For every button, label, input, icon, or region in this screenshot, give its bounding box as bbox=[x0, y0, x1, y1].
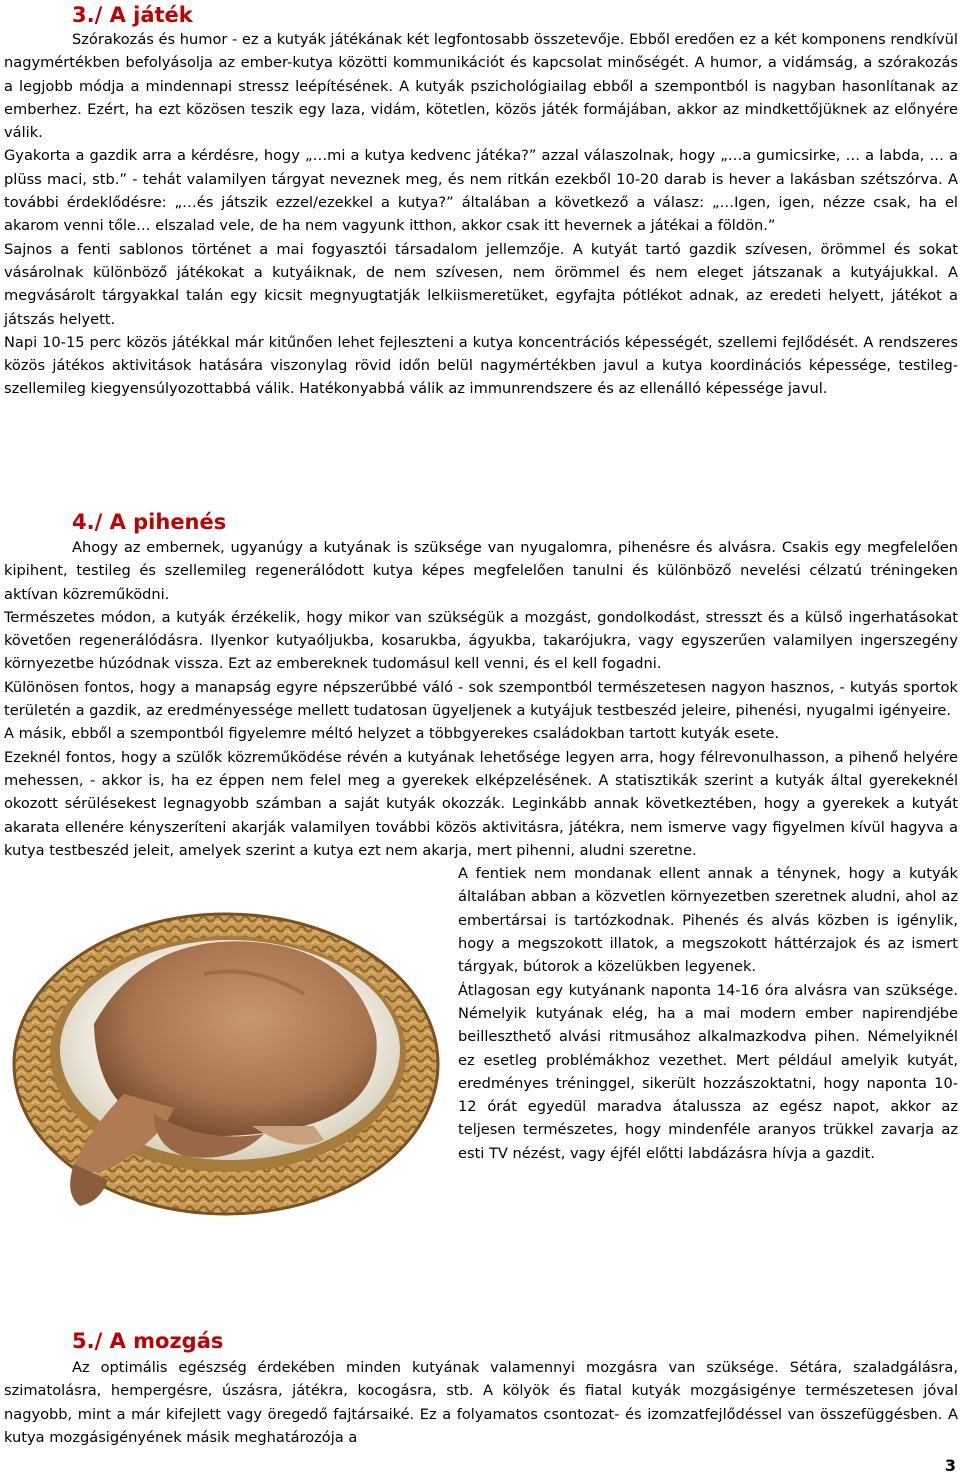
section-4-paragraph-7: Átlagosan egy kutyánank naponta 14-16 óra alvásra van szüksége. Némelyik kutyának elég, ha a mai modern ember napirendjébe beilleszthető alvási ritmusához alkalmazkodva pihen. Némelyiknél ez esetleg problémákhoz vezethet. Mert például amelyik kutyát, eredményes tréninggel, sikerült hozzászoktatni, hogy naponta 10-12 órát egyedül maradva átalussza az egész napot, akkor az teljesen természetes, hogy mindenféle aranyos trükkel zavarja az esti TV nézést, vagy éjfél előtti labdázásra hívja a gazdit. bbox=[458, 981, 958, 1162]
page-number: 3 bbox=[944, 1456, 956, 1475]
section-4-paragraph-3: Különösen fontos, hogy a manapság egyre népszerűbbé váló - sok szempontból természetesen nagyon hasznos, - kutyás sportok területén a gazdik, az eredményessége mellett tudatosan ügyeljenek a kutyájuk testbeszéd jeleire, pihenési, nyugalmi igényeire. bbox=[4, 678, 958, 720]
section-4-paragraph-2: Természetes módon, a kutyák érzékelik, hogy mikor van szükségük a mozgást, gondolkodást, stresszt és a külső ingerhatásokat követően regenerálódásra. Ilyenkor kutyaóljukba, kosarukba, ágyukba, takarójukra, vagy egyszerűen valamilyen ingerszegény környezetbe húzódnak vissza. Ezt az embereknek tudomásul kell venni, és el kell fogadni. bbox=[4, 608, 958, 673]
section-4-body bbox=[4, 536, 958, 1231]
section-3-body bbox=[4, 28, 958, 401]
section-3-paragraph-1: Szórakozás és humor - ez a kutyák játékának két legfontosabb összetevője. Ebből eredően ez a két komponens rendkívül nagymértékben befolyásolja az ember-kutya közötti kommunikációt és kapcsolat minőségét. A humor, a vidámság, a szórakozás a legjobb módja a mindennapi stressz leépítésének. A kutyák pszichológiailag ebből a szempontból is nagyban hasonlítanak az emberhez. Ezért, ha ezt közösen teszik egy laza, vidám, kötetlen, közös játék formájában, akkor az mindkettőjüknek az előnyére válik. bbox=[4, 31, 958, 142]
section-5-body bbox=[4, 1356, 958, 1449]
section-5-heading: 5./ A mozgás bbox=[72, 1329, 224, 1353]
section-3-paragraph-3: Sajnos a fenti sablonos történet a mai fogyasztói társadalom jellemzője. A kutyát tartó gazdik szívesen, örömmel és sokat vásárolnak különböző játékokat a kutyáiknak, de nem szívesen, nem örömmel és nem eleget játszanak a kutyájukkal. A megvásárolt tárgyakkal talán egy kicsit megnyugtatják lelkiismeretüket, egyfajta pótlékot adnak, az eredeti helyett, játékot a játszás helyett. bbox=[4, 240, 958, 328]
section-4-paragraph-1: Ahogy az embernek, ugyanúgy a kutyának is szüksége van nyugalomra, pihenésre és alvásra. Csakis egy megfelelően kipihent, testileg és szellemileg regenerálódott kutya képes megfelelően tanulni és különböző nevelési célzatú tréningeken aktívan közreműködni. bbox=[4, 539, 958, 603]
section-3-heading: 3./ A játék bbox=[72, 3, 193, 27]
section-5-paragraph-1: Az optimális egészség érdekében minden kutyának valamennyi mozgásra van szüksége. Sétára, szaladgálásra, szimatolásra, hempergésre, úszásra, játékra, kocogásra, stb. A kölyök és fiatal kutyák mozgásigénye természetesen jóval nagyobb, mint a már kifejlett vagy öregedő fajtársaiké. Ez a folyamatos csontozat- és izomzatfejlődéssel van összefüggésben. A kutya mozgásigényének másik meghatározója a bbox=[4, 1359, 958, 1446]
sleeping-dog-in-basket-image bbox=[4, 864, 444, 1227]
section-4-paragraph-5: Ezeknél fontos, hogy a szülők közreműködése révén a kutyának lehetősége legyen arra, hogy félrevonulhasson, a pihenő helyére mehessen, - akkor is, ha ez éppen nem felel meg a gyerekek elképzelésének. A statisztikák szerint a kutyák által gyerekeknél okozott sérülésekest legnagyobb számban a saját kutyák okozzák. Leginkább annak következtében, hogy a gyerekek a kutyát akarata ellenére kényszeríteni akarják valamilyen további közös aktivitásra, játékra, nem ismerve vagy figyelmen kívül hagyva a kutya testbeszéd jeleit, amelyek szerint a kutya ezt nem akarja, mert pihenni, aludni szeretne. bbox=[4, 748, 958, 859]
section-3-paragraph-4: Napi 10-15 perc közös játékkal már kitűnően lehet fejleszteni a kutya koncentrációs képességét, szellemi fejlődését. A rendszeres közös játékos aktivitások hatására viszonylag rövid időn belül nagymértékben javul a kutya koordinációs képessége, testileg-szellemileg kiegyensúlyozottabbá válik. Hatékonyabbá válik az immunrendszere és az ellenálló képessége javul. bbox=[4, 333, 958, 398]
section-3-paragraph-2: Gyakorta a gazdik arra a kérdésre, hogy „…mi a kutya kedvenc játéka?” azzal válaszolnak, hogy „…a gumicsirke, … a labda, … a plüss maci, stb.” - tehát valamilyen tárgyat neveznek meg, és nem ritkán ezekből 10-20 darab is hever a lakásban szétszórva. A további érdeklődésre: „…és játszik ezzel/ezekkel a kutya?” általában a következő a válasz: „…Igen, igen, nézze csak, ha el akarom venni tőle… elszalad vele, de ha nem vagyunk itthon, akkor csak itt hevernek a játékai a földön.” bbox=[4, 147, 958, 235]
section-4-paragraph-4: A másik, ebből a szempontból figyelemre méltó helyzet a többgyerekes családokban tartott kutyák esete. bbox=[4, 725, 780, 743]
section-4-heading: 4./ A pihenés bbox=[72, 510, 227, 534]
section-4-paragraph-6: A fentiek nem mondanak ellent annak a ténynek, hogy a kutyák általában abban a közvetlen környezetben szeretnek aludni, ahol az embertársai is tartózkodnak. Pihenés és alvás közben is igénylik, hogy a megszokott illatok, a megszokott háttérzajok és az ismert tárgyak, bútorok a közelükben legyenek. bbox=[458, 865, 958, 976]
